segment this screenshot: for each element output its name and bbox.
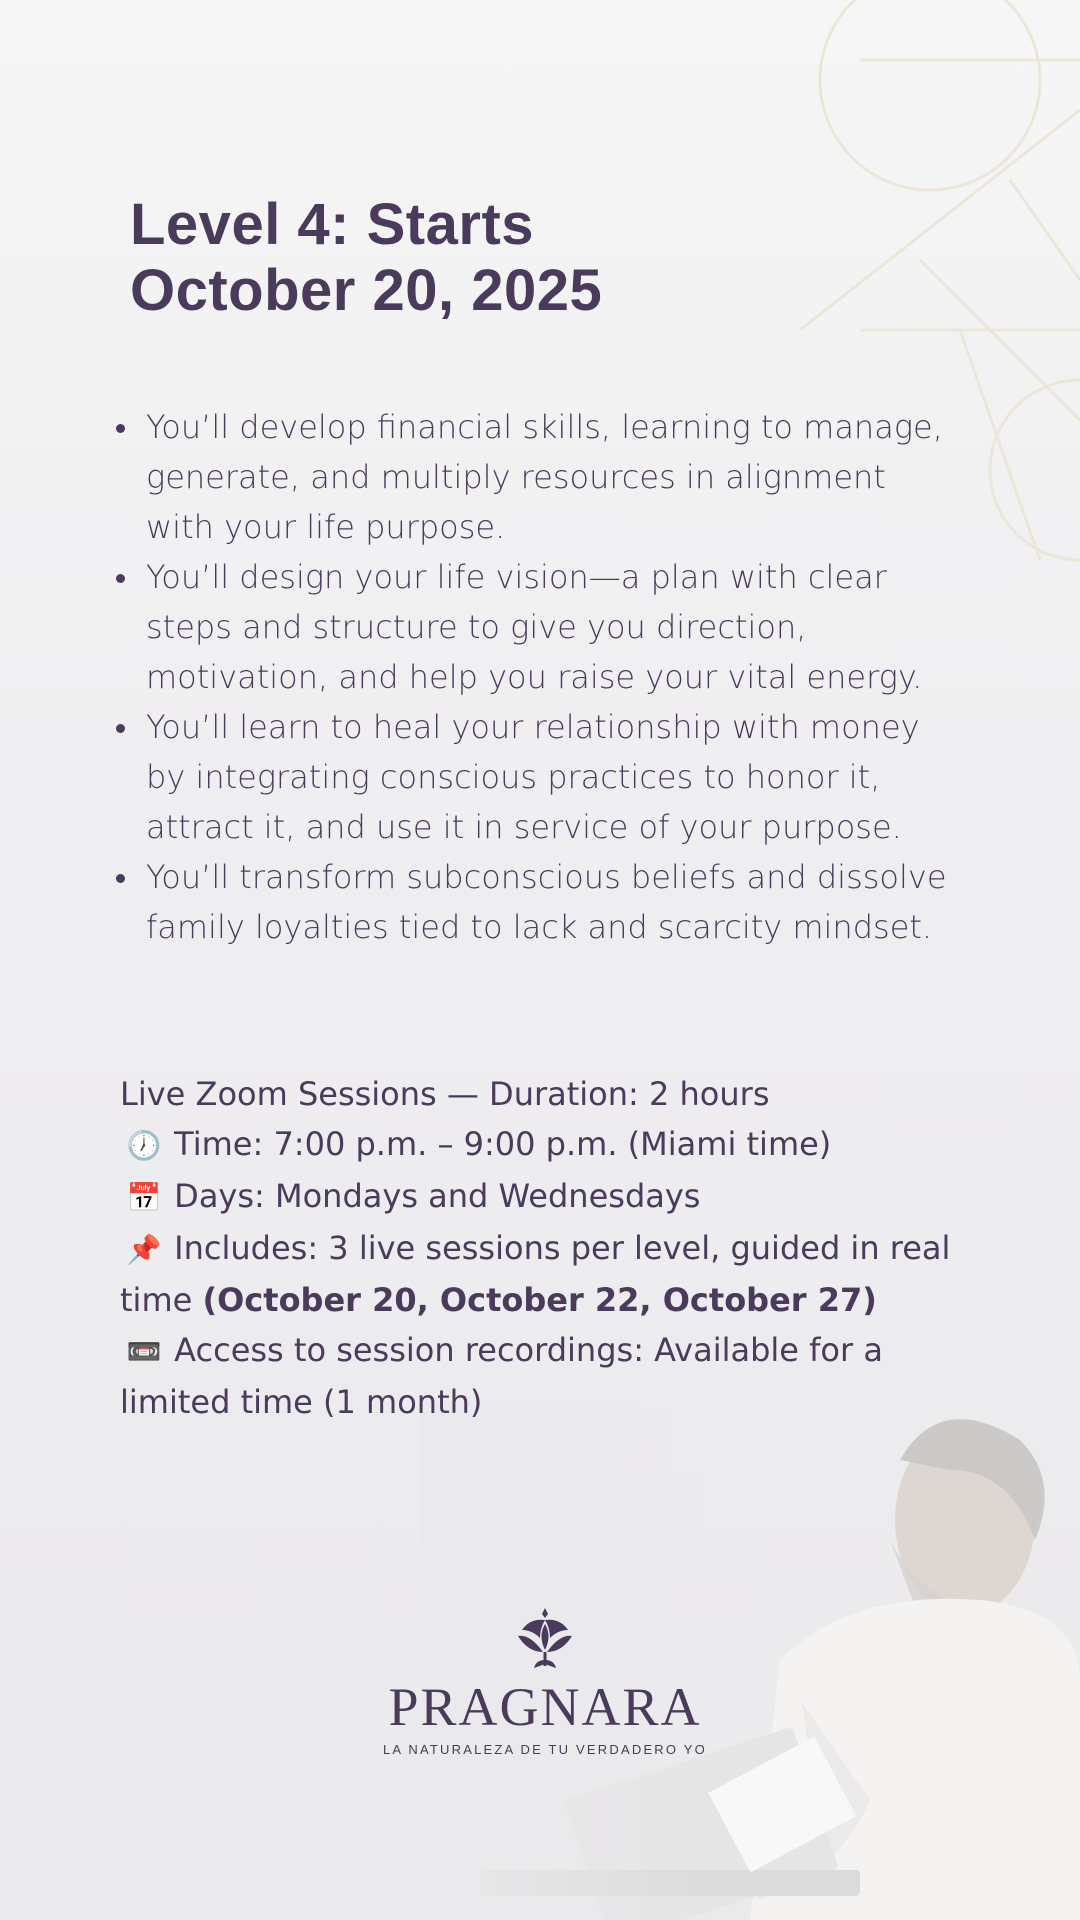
days-line (120, 1171, 960, 1223)
includes-line (120, 1223, 960, 1325)
page-title (130, 192, 602, 324)
recordings-line (120, 1325, 960, 1427)
logo-wordmark: PRAGNARA (388, 1677, 702, 1737)
logo-tagline: LA NATURALEZA DE TU VERDADERO YO (383, 1742, 707, 1757)
sessions-heading: Live Zoom Sessions — Duration: 2 hours (120, 1075, 770, 1113)
clock-icon: 🕖 (126, 1129, 162, 1162)
list-item: You’ll learn to heal your relationship with money by integrating conscious practices to honor it, attract it, and use it in service of your purpose. (112, 702, 962, 852)
session-dates: (October 20, October 22, October 27) (202, 1281, 877, 1319)
benefits-list (112, 402, 962, 952)
list-item: You’ll develop financial skills, learning to manage, generate, and multiply resources in alignment with your life purpose. (112, 402, 962, 552)
days-text: Days: Mondays and Wednesdays (174, 1177, 701, 1215)
calendar-icon: 📅 (126, 1181, 162, 1214)
session-details (120, 1069, 960, 1427)
videocassette-icon: 📼 (126, 1335, 162, 1368)
list-item: You’ll design your life vision—a plan with clear steps and structure to give you direction, motivation, and help you raise your vital energy. (112, 552, 962, 702)
lotus-emblem-icon (510, 1608, 580, 1676)
pragnara-logo (380, 1608, 710, 1757)
pushpin-icon: 📌 (126, 1233, 162, 1266)
time-line (120, 1119, 960, 1171)
time-text: Time: 7:00 p.m. – 9:00 p.m. (Miami time) (174, 1125, 832, 1163)
includes-text: Includes: 3 live sessions per level, guided in real time (120, 1229, 951, 1319)
recordings-text: Access to session recordings: Available for a limited time (1 month) (120, 1331, 883, 1421)
title-line-2: October 20, 2025 (130, 258, 603, 323)
list-item: You’ll transform subconscious beliefs and dissolve family loyalties tied to lack and scarcity mindset. (112, 852, 962, 952)
title-line-1: Level 4: Starts (130, 192, 535, 257)
